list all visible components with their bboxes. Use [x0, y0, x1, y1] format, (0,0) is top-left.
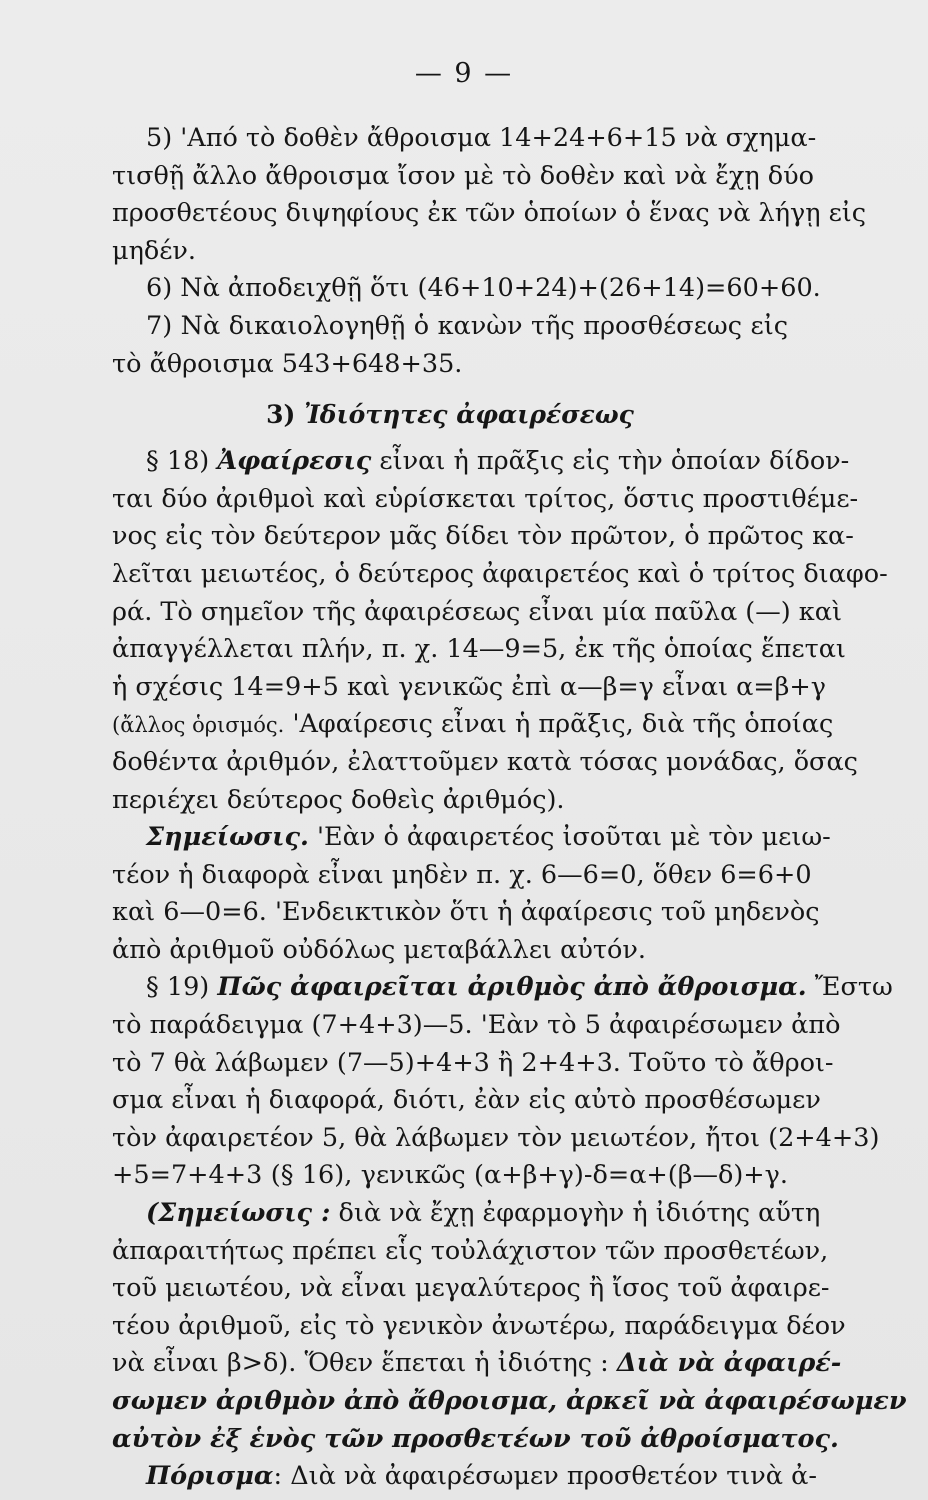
paragraph-title: Πῶς ἀφαιρεῖται ἀριθμὸς ἀπὸ ἄθροισμα.: [217, 972, 807, 1003]
text-run: 'Εὰν ὁ ἀφαιρετέος ἰσοῦται μὲ τὸν μειω-: [308, 822, 831, 853]
page-number: — 9 —: [414, 58, 514, 89]
text-line: 6) Νὰ ἀποδειχθῇ ὅτι (46+10+24)+(26+14)=60+60.: [146, 273, 821, 304]
paragraph-mark: § 18): [146, 446, 218, 477]
text-line: τὸ 7 θὰ λάβωμεν (7—5)+4+3 ἢ 2+4+3. Τοῦτο τὸ ἄθροι-: [112, 1047, 834, 1078]
text-run: διὰ νὰ ἔχῃ ἐφαρμογὴν ἡ ἰδιότης αὕτη: [330, 1198, 821, 1229]
text-line: [112, 1195, 821, 1233]
paragraph-mark: § 19): [146, 972, 218, 1003]
text-run: : Διὰ νὰ ἀφαιρέσωμεν προσθετέον τινὰ ἀ-: [273, 1461, 817, 1492]
text-line: [112, 969, 893, 1007]
text-line: ἀπαγγέλλεται πλήν, π. χ. 14—9=5, ἐκ τῆς ὁποίας ἕπεται: [112, 634, 846, 665]
text-line: 5) 'Από τὸ δοθὲν ἄθροισμα 14+24+6+15 νὰ σχημα-: [146, 123, 817, 153]
text-line: τέου ἀριθμοῦ, εἰς τὸ γενικὸν ἀνωτέρω, παράδειγμα δέον: [112, 1310, 846, 1341]
rule-statement: αὐτὸν ἐξ ἑνὸς τῶν προσθετέων τοῦ ἀθροίσματος.: [112, 1423, 839, 1454]
text-line: τὸν ἀφαιρετέον 5, θὰ λάβωμεν τὸν μειωτέον, ἤτοι (2+4+3): [112, 1122, 880, 1153]
text-line: τοῦ μειωτέου, νὰ εἶναι μεγαλύτερος ἢ ἴσος τοῦ ἀφαιρε-: [112, 1273, 830, 1304]
text-line: ἀπὸ ἀριθμοῦ οὐδόλως μεταβάλλει αὐτόν.: [112, 934, 646, 965]
text-line: ἡ σχέσις 14=9+5 καὶ γενικῶς ἐπὶ α—β=γ εἶναι α=β+γ: [112, 671, 826, 702]
text-line: τέον ἡ διαφορὰ εἶναι μηδὲν π. χ. 6—6=0, ὅθεν 6=6+0: [112, 859, 812, 890]
text-line: σμα εἶναι ἡ διαφορά, διότι, ἐὰν εἰς αὐτὸ προσθέσωμεν: [112, 1085, 821, 1116]
text-run: (ἄλλος ὁρισμός.: [112, 713, 285, 738]
text-run: εἶναι ἡ πρᾶξις εἰς τὴν ὁποίαν δίδον-: [371, 446, 850, 477]
text-line: τὸ παράδειγμα (7+4+3)—5. 'Εὰν τὸ 5 ἀφαιρέσωμεν ἀπὸ: [112, 1010, 841, 1041]
text-run: Ἔστω: [806, 972, 893, 1003]
defined-term: Ἀφαίρεσις: [217, 446, 372, 477]
text-line: μηδέν.: [112, 235, 197, 266]
text-line: ται δύο ἀριθμοὶ καὶ εὑρίσκεται τρίτος, ὅστις προστιθέμε-: [112, 483, 859, 514]
text-line: +5=7+4+3 (§ 16), γενικῶς (α+β+γ)-δ=α+(β—δ)+γ.: [112, 1160, 788, 1191]
note-label: (Σημείωσις :: [146, 1198, 331, 1229]
text-line: τισθῇ ἄλλο ἄθροισμα ἴσον μὲ τὸ δοθὲν καὶ νὰ ἔχῃ δύο: [112, 160, 814, 191]
corollary-label: Πόρισμα: [146, 1461, 274, 1492]
text-line: ρά. Τὸ σημεῖον τῆς ἀφαιρέσεως εἶναι μία παῦλα (—) καὶ: [112, 596, 842, 627]
text-line: λεῖται μειωτέος, ὁ δεύτερος ἀφαιρετέος καὶ ὁ τρίτος διαφο-: [112, 558, 888, 589]
text-run: νὰ εἶναι β>δ). Ὅθεν ἕπεται ἡ ἰδιότης :: [112, 1348, 617, 1379]
text-line: ἀπαραιτήτως πρέπει εἷς τοὐλάχιστον τῶν προσθετέων,: [112, 1235, 829, 1266]
text-line: δοθέντα ἀριθμόν, ἐλαττοῦμεν κατὰ τόσας μονάδας, ὅσας: [112, 746, 858, 777]
note-label: Σημείωσις.: [146, 822, 309, 853]
text-line: προσθετέους διψηφίους ἐκ τῶν ὁποίων ὁ ἕνας νὰ λήγῃ εἰς: [112, 198, 867, 229]
section-number: 3): [266, 400, 296, 430]
text-line: 7) Νὰ δικαιολογηθῇ ὁ κανὼν τῆς προσθέσεως εἰς: [146, 310, 788, 341]
text-line: καὶ 6—0=6. 'Ενδεικτικὸν ὅτι ἡ ἀφαίρεσις τοῦ μηδενὸς: [112, 897, 820, 928]
text-line: [112, 1458, 817, 1496]
text-line: [112, 706, 834, 744]
section-title: Ἰδιότητες ἀφαιρέσεως: [304, 400, 634, 430]
text-line: [112, 443, 850, 481]
text-line: περιέχει δεύτερος δοθεὶς ἀριθμός).: [112, 784, 565, 815]
page-body: [112, 120, 907, 1496]
rule-statement: σωμεν ἀριθμὸν ἀπὸ ἄθροισμα, ἀρκεῖ νὰ ἀφαιρέσωμεν: [112, 1386, 907, 1416]
text-line: τὸ ἄθροισμα 543+648+35.: [112, 348, 463, 379]
text-line: [112, 819, 831, 857]
section-heading: [112, 383, 788, 443]
text-line: νος εἰς τὸν δεύτερον μᾶς δίδει τὸν πρῶτον, ὁ πρῶτος κα-: [112, 521, 854, 552]
rule-statement: Διὰ νὰ ἀφαιρέ-: [616, 1348, 842, 1379]
text-line: [112, 1345, 842, 1383]
text-run: 'Αφαίρεσις εἶναι ἡ πρᾶξις, διὰ τῆς ὁποίας: [284, 709, 834, 740]
